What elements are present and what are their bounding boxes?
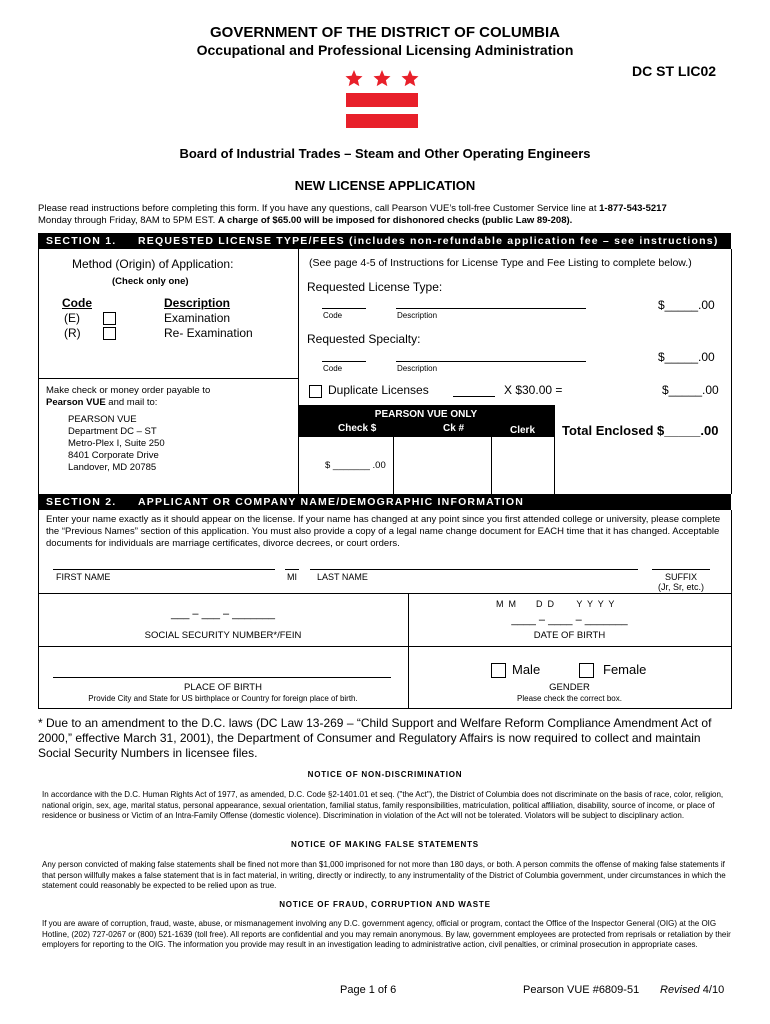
section2-header: SECTION 2. APPLICANT OR COMPANY NAME/DEMOGRAPHIC INFORMATION (38, 494, 731, 510)
first-name-field[interactable] (53, 569, 275, 570)
notice-body: If you are aware of corruption, fraud, waste, abuse, or mismanagement involving any D.C. government agency, official or program, contact the Office of the Inspector General (OIG) at the OIG Hotline, (202) 727-0267 or (800) 521-1639 (toll free). All reports are confidential and you may remain anonymous. By law, government employees are protected from reprisals or retaliation by their employers for reporting to the OIG. The information you provide may result in an investigation leading to administrative action, civil penalties, or criminal prosecution in appropriate cases. (42, 919, 731, 949)
license-type-label: Requested License Type: (307, 280, 443, 294)
date-of-birth-field[interactable]: ____ – ____ – _______ (511, 614, 628, 626)
re-examination-checkbox[interactable] (103, 327, 116, 340)
middle-initial-field[interactable] (285, 569, 299, 570)
last-name-label: LAST NAME (317, 572, 368, 582)
license-description-field[interactable] (396, 308, 586, 309)
male-checkbox[interactable] (491, 663, 506, 678)
duplicate-amount-field[interactable]: $_____.00 (662, 383, 719, 397)
check-only-note: (Check only one) (112, 276, 189, 287)
gender-label: GENDER (549, 682, 590, 693)
section1-header: SECTION 1. REQUESTED LICENSE TYPE/FEES (includes non-refundable application fee – see instructions) (38, 233, 731, 249)
description-caption: Description (397, 364, 438, 373)
notice-title: NOTICE OF NON-DISCRIMINATION (307, 770, 463, 779)
total-enclosed-label: Total Enclosed (562, 423, 654, 438)
total-enclosed-field[interactable]: $_____.00 (657, 423, 719, 438)
gender-hint: Please check the correct box. (517, 694, 622, 703)
ssn-field[interactable]: ___ – ___ – _______ (171, 608, 275, 620)
license-amount-field[interactable]: $_____.00 (658, 298, 715, 312)
flag-bar (346, 93, 418, 107)
suffix-label: SUFFIX (664, 572, 697, 582)
examination-checkbox[interactable] (103, 312, 116, 325)
section2-instructions: Enter your name exactly as it should appear on the license. If your name has changed at any point since you first attended college or university, please complete the “Previous Names” section of this application. You must also provide a copy of a legal name change document for EACH time that it has changed. Acceptable documents for individuals are marriage certificates, divorce decrees, or court orders. (46, 514, 721, 549)
clerk-label: Clerk (510, 425, 536, 436)
specialty-amount-field[interactable]: $_____.00 (658, 350, 715, 364)
place-of-birth-field[interactable] (53, 677, 391, 678)
notice-title: NOTICE OF FRAUD, CORRUPTION AND WASTE (279, 900, 491, 909)
duplicate-quantity-field[interactable] (453, 396, 495, 397)
method-label: Method (Origin) of Application: (72, 257, 234, 271)
board-title: Board of Industrial Trades – Steam and Other Operating Engineers (179, 146, 591, 161)
check-number-label: Ck # (443, 423, 465, 434)
intro-text: Please read instructions before completing this form. If you have any questions, call Pearson VUE’s toll-free Customer Service line at 1-877-543-5217 Monday through Friday, 8AM to 5PM EST. A charge of $65.00 will be imposed for dishonored checks (public Law 89-208). (38, 203, 667, 226)
duplicate-licenses-label: Duplicate Licenses (328, 383, 429, 397)
description-header: Description (164, 296, 231, 310)
dob-format: M M D D Y Y Y Y (496, 599, 615, 609)
re-examination-label: Re- Examination (164, 326, 253, 340)
government-title: GOVERNMENT OF THE DISTRICT OF COLUMBIA (210, 24, 560, 41)
license-code-field[interactable] (322, 308, 366, 309)
phone-number: 1-877-543-5217 (599, 203, 667, 214)
mailing-address: PEARSON VUE Department DC – ST Metro-Plex I, Suite 250 8401 Corporate Drive Landover, MD 20785 (68, 414, 165, 473)
code-header: Code (62, 296, 92, 310)
see-page-note: (See page 4-5 of Instructions for License Type and Fee Listing to complete below.) (309, 257, 692, 269)
suffix-field[interactable] (652, 569, 710, 570)
form-title: NEW LICENSE APPLICATION (294, 178, 476, 193)
revision-date: Revised 4/10 (660, 984, 725, 996)
duplicate-fee-label: X $30.00 = (504, 383, 563, 397)
code-caption: Code (323, 311, 343, 320)
notice-title: NOTICE OF MAKING FALSE STATEMENTS (291, 840, 479, 849)
agency-title: Occupational and Professional Licensing Administration (196, 42, 574, 58)
flag-bar (346, 114, 418, 128)
mi-label: MI (287, 572, 297, 582)
notice-body: Any person convicted of making false statements shall be fined not more than $1,000 imprisoned for not more than 180 days, or both. A person commits the offense of making false statements if that person willfully makes a false statement that is in fact material, in writing, directly or indirectly, to any instrumentality of the District of Columbia government, under circumstances in which the statement could reasonably be expected to be relied upon as true. (42, 860, 726, 890)
ssn-footnote: * Due to an amendment to the D.C. laws (DC Law 13-269 – “Child Support and Welfare Reform Compliance Amendment Act of 2000,” effective March 31, 2001), the Department of Consumer and Regulatory Affairs is now required to collect and maintain Social Security Numbers in licensee files. (38, 716, 712, 760)
place-of-birth-hint: Provide City and State for US birthplace or Country for foreign place of birth. (88, 694, 358, 703)
code-caption: Code (323, 364, 343, 373)
payable-note: Make check or money order payable to Pearson VUE and mail to: (46, 385, 211, 408)
duplicate-licenses-checkbox[interactable] (309, 385, 322, 398)
notice-body: In accordance with the D.C. Human Rights Act of 1977, as amended, D.C. Code §2-1401.01 et seq. ("the Act"), the District of Columbia does not discriminate on the basis of race, color, religion, national origin, sex, age, marital status, personal appearance, sexual orientation, familial status, family responsibilities, matriculation, political affiliation, disability, source of income, or place of residence or business or Victim of an Intra-Family Offense (domestic violence). Discrimination in violation of the Act will not be tolerated. Violators will be subject to disciplinary action. (42, 790, 724, 820)
pearson-vue-only-label: PEARSON VUE ONLY (374, 409, 478, 420)
date-of-birth-label: DATE OF BIRTH (533, 630, 606, 641)
code-e: (E) (64, 311, 80, 325)
dc-flag-logo (344, 68, 420, 130)
check-amount-field: $ _______ .00 (325, 460, 386, 471)
form-id: DC ST LIC02 (632, 63, 717, 79)
flag-star-icon (402, 70, 419, 86)
suffix-hint: (Jr, Sr, etc.) (657, 582, 704, 592)
examination-label: Examination (164, 311, 231, 325)
female-checkbox[interactable] (579, 663, 594, 678)
code-r: (R) (64, 326, 81, 340)
flag-star-icon (346, 70, 363, 86)
female-label: Female (603, 662, 647, 677)
specialty-label: Requested Specialty: (307, 332, 421, 346)
male-label: Male (512, 662, 541, 677)
page-number: Page 1 of 6 (340, 984, 397, 996)
place-of-birth-label: PLACE OF BIRTH (184, 682, 262, 693)
first-name-label: FIRST NAME (56, 572, 111, 582)
specialty-code-field[interactable] (322, 361, 366, 362)
form-version: Pearson VUE #6809-51 (523, 984, 640, 996)
last-name-field[interactable] (310, 569, 638, 570)
check-dollar-label: Check $ (338, 423, 377, 434)
specialty-description-field[interactable] (396, 361, 586, 362)
flag-star-icon (374, 70, 391, 86)
ssn-label: SOCIAL SECURITY NUMBER*/FEIN (144, 630, 302, 641)
description-caption: Description (397, 311, 438, 320)
